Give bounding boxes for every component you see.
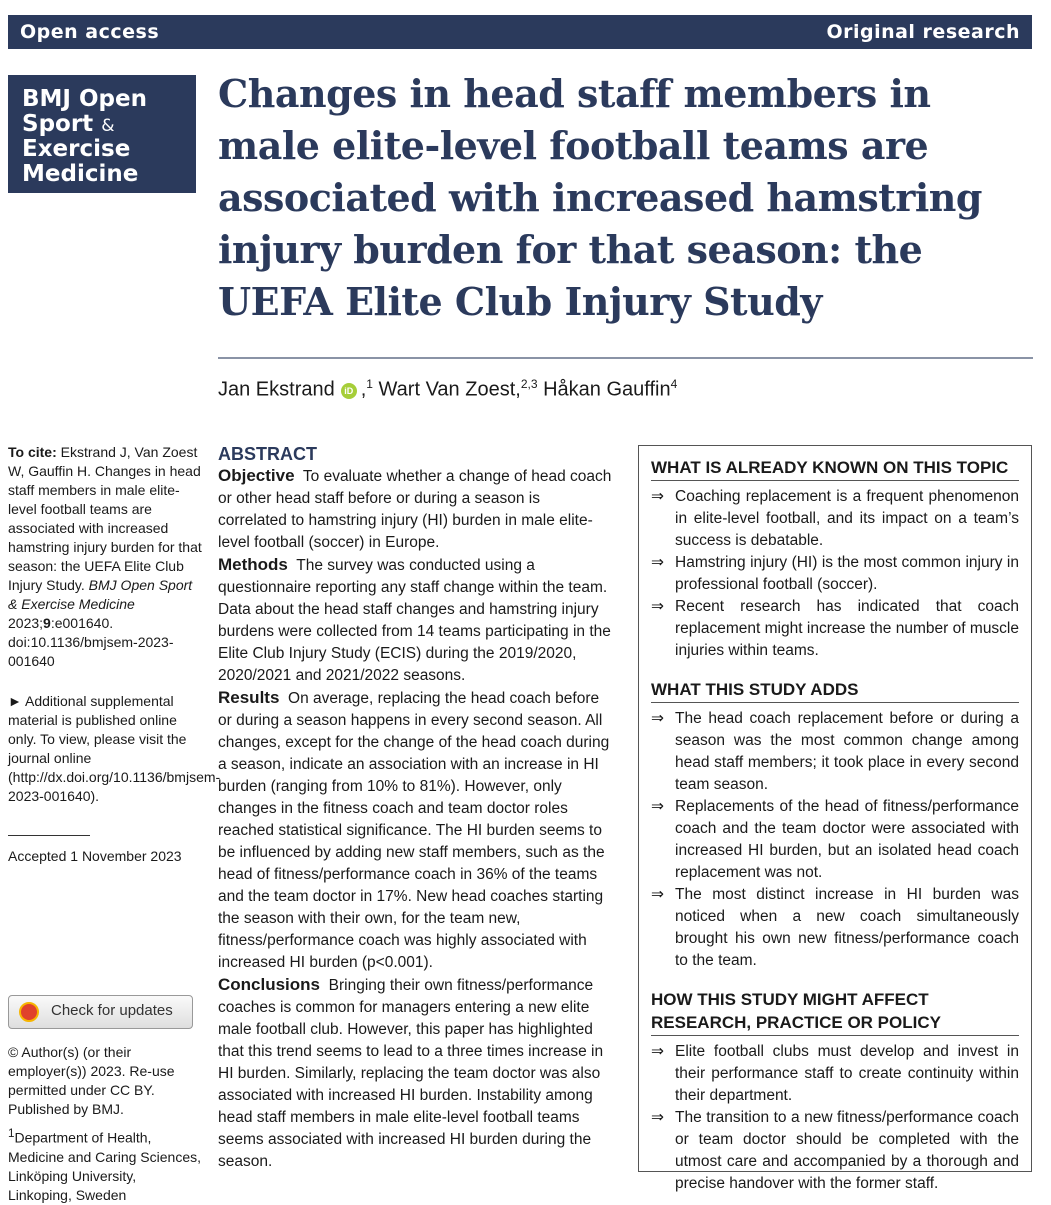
logo-line-2: Sport & bbox=[22, 111, 115, 137]
supplemental-note bbox=[8, 692, 221, 806]
arrow-icon: ⇒ bbox=[651, 1043, 664, 1060]
list-item: ⇒ Replacements of the head of fitness/performance coach and the team doctor were associated with increased HI burden, but an isolated head coach replacement was not. bbox=[651, 798, 1019, 881]
orcid-icon[interactable]: iD bbox=[341, 383, 357, 399]
arrow-icon: ⇒ bbox=[651, 554, 664, 571]
logo-line-4: Medicine bbox=[22, 161, 139, 187]
check-for-updates-button[interactable] bbox=[8, 995, 193, 1029]
copyright-notice: © Author(s) (or their employer(s)) 2023. Re-use permitted under CC BY. Published by BMJ. bbox=[8, 1044, 175, 1117]
list-item: ⇒ The transition to a new fitness/performance coach or team doctor should be completed with the utmost care and accompanied by a thorough and precise handover with the former staff. bbox=[651, 1109, 1019, 1192]
sidebar-divider bbox=[8, 835, 90, 836]
logo-line-1: BMJ Open bbox=[22, 86, 147, 112]
article-title: Changes in head staff members in male elite-level football teams are associated with increased hamstring injury burden for that season: the UEFA Elite Club Injury Study bbox=[218, 71, 982, 324]
author-affiliation-sup: 1 bbox=[366, 377, 373, 391]
logo-line-3: Exercise bbox=[22, 136, 131, 162]
abstract-heading: ABSTRACT bbox=[218, 444, 317, 464]
accepted-date: Accepted 1 November 2023 bbox=[8, 848, 182, 864]
author-name[interactable]: Jan Ekstrand bbox=[218, 378, 335, 401]
arrow-icon: ⇒ bbox=[651, 1109, 664, 1126]
adds-heading: WHAT THIS STUDY ADDS bbox=[651, 678, 1019, 703]
crossmark-icon bbox=[19, 1002, 39, 1022]
cite-volume: 9 bbox=[43, 615, 51, 631]
top-banner bbox=[8, 15, 1032, 49]
results-label: Results bbox=[218, 688, 280, 707]
arrow-icon: ⇒ bbox=[651, 886, 664, 903]
cite-year: 2023; bbox=[8, 615, 44, 631]
journal-logo bbox=[8, 75, 196, 193]
author-list: Jan Ekstrand iD ,$^1$ Wart Van Zoest,$^{2,3}$ Håkan Gauffin$^4$ bbox=[218, 377, 678, 401]
arrow-icon: ⇒ bbox=[651, 798, 664, 815]
known-heading: WHAT IS ALREADY KNOWN ON THIS TOPIC bbox=[651, 456, 1019, 481]
affect-heading: HOW THIS STUDY MIGHT AFFECT RESEARCH, PRACTICE OR POLICY bbox=[651, 988, 1019, 1036]
author-affiliation-sup: 4 bbox=[670, 377, 678, 391]
open-access-label: Open access bbox=[20, 21, 160, 43]
author-affiliation-sup: 2,3 bbox=[520, 377, 538, 391]
list-item: ⇒ Recent research has indicated that coach replacement might increase the number of muscle injuries within teams. bbox=[651, 598, 1019, 659]
article-type-label: Original research bbox=[826, 21, 1020, 43]
arrow-icon: ⇒ bbox=[651, 488, 664, 505]
arrow-icon: ⇒ bbox=[651, 598, 664, 615]
check-updates-label: Check for updates bbox=[51, 1002, 173, 1019]
list-item: ⇒ Elite football clubs must develop and invest in their performance staff to create continuity within their department. bbox=[651, 1043, 1019, 1104]
conclusions-label: Conclusions bbox=[218, 975, 321, 994]
abstract-conclusions: Conclusions Bringing their own fitness/performance coaches is common for managers entering a new elite male football club. However, this paper has highlighted that this trend seems to lead to a three times increase in HI burden. Similarly, replacing the team doctor was also associated with increased HI burden. Instability among head staff members in male elite-level football teams seems associated with increased HI burden during the season. bbox=[218, 975, 604, 1170]
abstract-objective: Objective To evaluate whether a change of head coach or other head staff before or during a season is correlated to hamstring injury (HI) burden in male elite-level football (soccer) in Europe. bbox=[218, 466, 612, 551]
list-item: ⇒ The most distinct increase in HI burden was noticed when a new coach simultaneously brought his own new fitness/performance coach to the team. bbox=[651, 886, 1019, 969]
supplemental-text[interactable]: Additional supplemental material is published online only. To view, please visit the journal online (http://dx.doi.org/10.1136/bmjsem-2023-001640). bbox=[8, 693, 221, 804]
citation-block bbox=[8, 443, 203, 671]
affiliation: $^1$Department of Health, Medicine and Caring Sciences, Linköping University, Linkoping, Sweden bbox=[8, 1127, 201, 1203]
list-item: ⇒ The head coach replacement before or during a season was the most common change among head staff members; it took place in every second team season. bbox=[651, 710, 1019, 793]
abstract bbox=[218, 443, 613, 1173]
list-item: ⇒ Hamstring injury (HI) is the most common injury in professional football (soccer). bbox=[651, 554, 1019, 593]
abstract-results: Results On average, replacing the head coach before or during a season happens in every second season. All changes, except for the change of the head coach during a season, indicate an association with an increase in HI burden (ranging from 10% to 81%). However, only changes in the fitness coach and team doctor roles reached statistical significance. The HI burden seems to be influenced by adding new staff members, such as the head of fitness/performance coach in 36% of the teams and the team doctor in 17%. New head coaches starting the season with their own, for the team new, fitness/performance coach was highly associated with increased HI burden (p<0.001). bbox=[218, 688, 610, 971]
summary-box bbox=[638, 445, 1032, 1192]
triangle-icon: ► bbox=[8, 693, 22, 709]
cite-doi: :e001640. doi:10.1136/bmjsem-2023-001640 bbox=[8, 615, 174, 669]
list-item: ⇒ Coaching replacement is a frequent phenomenon in elite-level football, and its impact on a team’s success is debatable. bbox=[651, 488, 1019, 549]
arrow-icon: ⇒ bbox=[651, 710, 664, 727]
cite-journal: BMJ Open Sport & Exercise Medicine bbox=[8, 577, 193, 612]
cite-label: To cite: bbox=[8, 444, 57, 460]
objective-label: Objective bbox=[218, 466, 295, 485]
author-name[interactable]: Håkan Gauffin bbox=[543, 378, 671, 401]
title-divider bbox=[218, 357, 1033, 359]
author-name[interactable]: Wart Van Zoest bbox=[378, 378, 516, 401]
cite-text: Ekstrand J, Van Zoest W, Gauffin H. Changes in head staff members in male elite-level football teams are associated with increased hamstring injury burden for that season: the UEFA Elite Club Injury Study. bbox=[8, 444, 202, 593]
abstract-methods: Methods The survey was conducted using a questionnaire reporting any staff change within the team. Data about the head staff changes and hamstring injury burdens were collected from 14 teams participating in the Elite Club Injury Study (ECIS) during the 2019/2020, 2020/2021 and 2021/2022 seasons. bbox=[218, 555, 611, 684]
methods-label: Methods bbox=[218, 555, 288, 574]
